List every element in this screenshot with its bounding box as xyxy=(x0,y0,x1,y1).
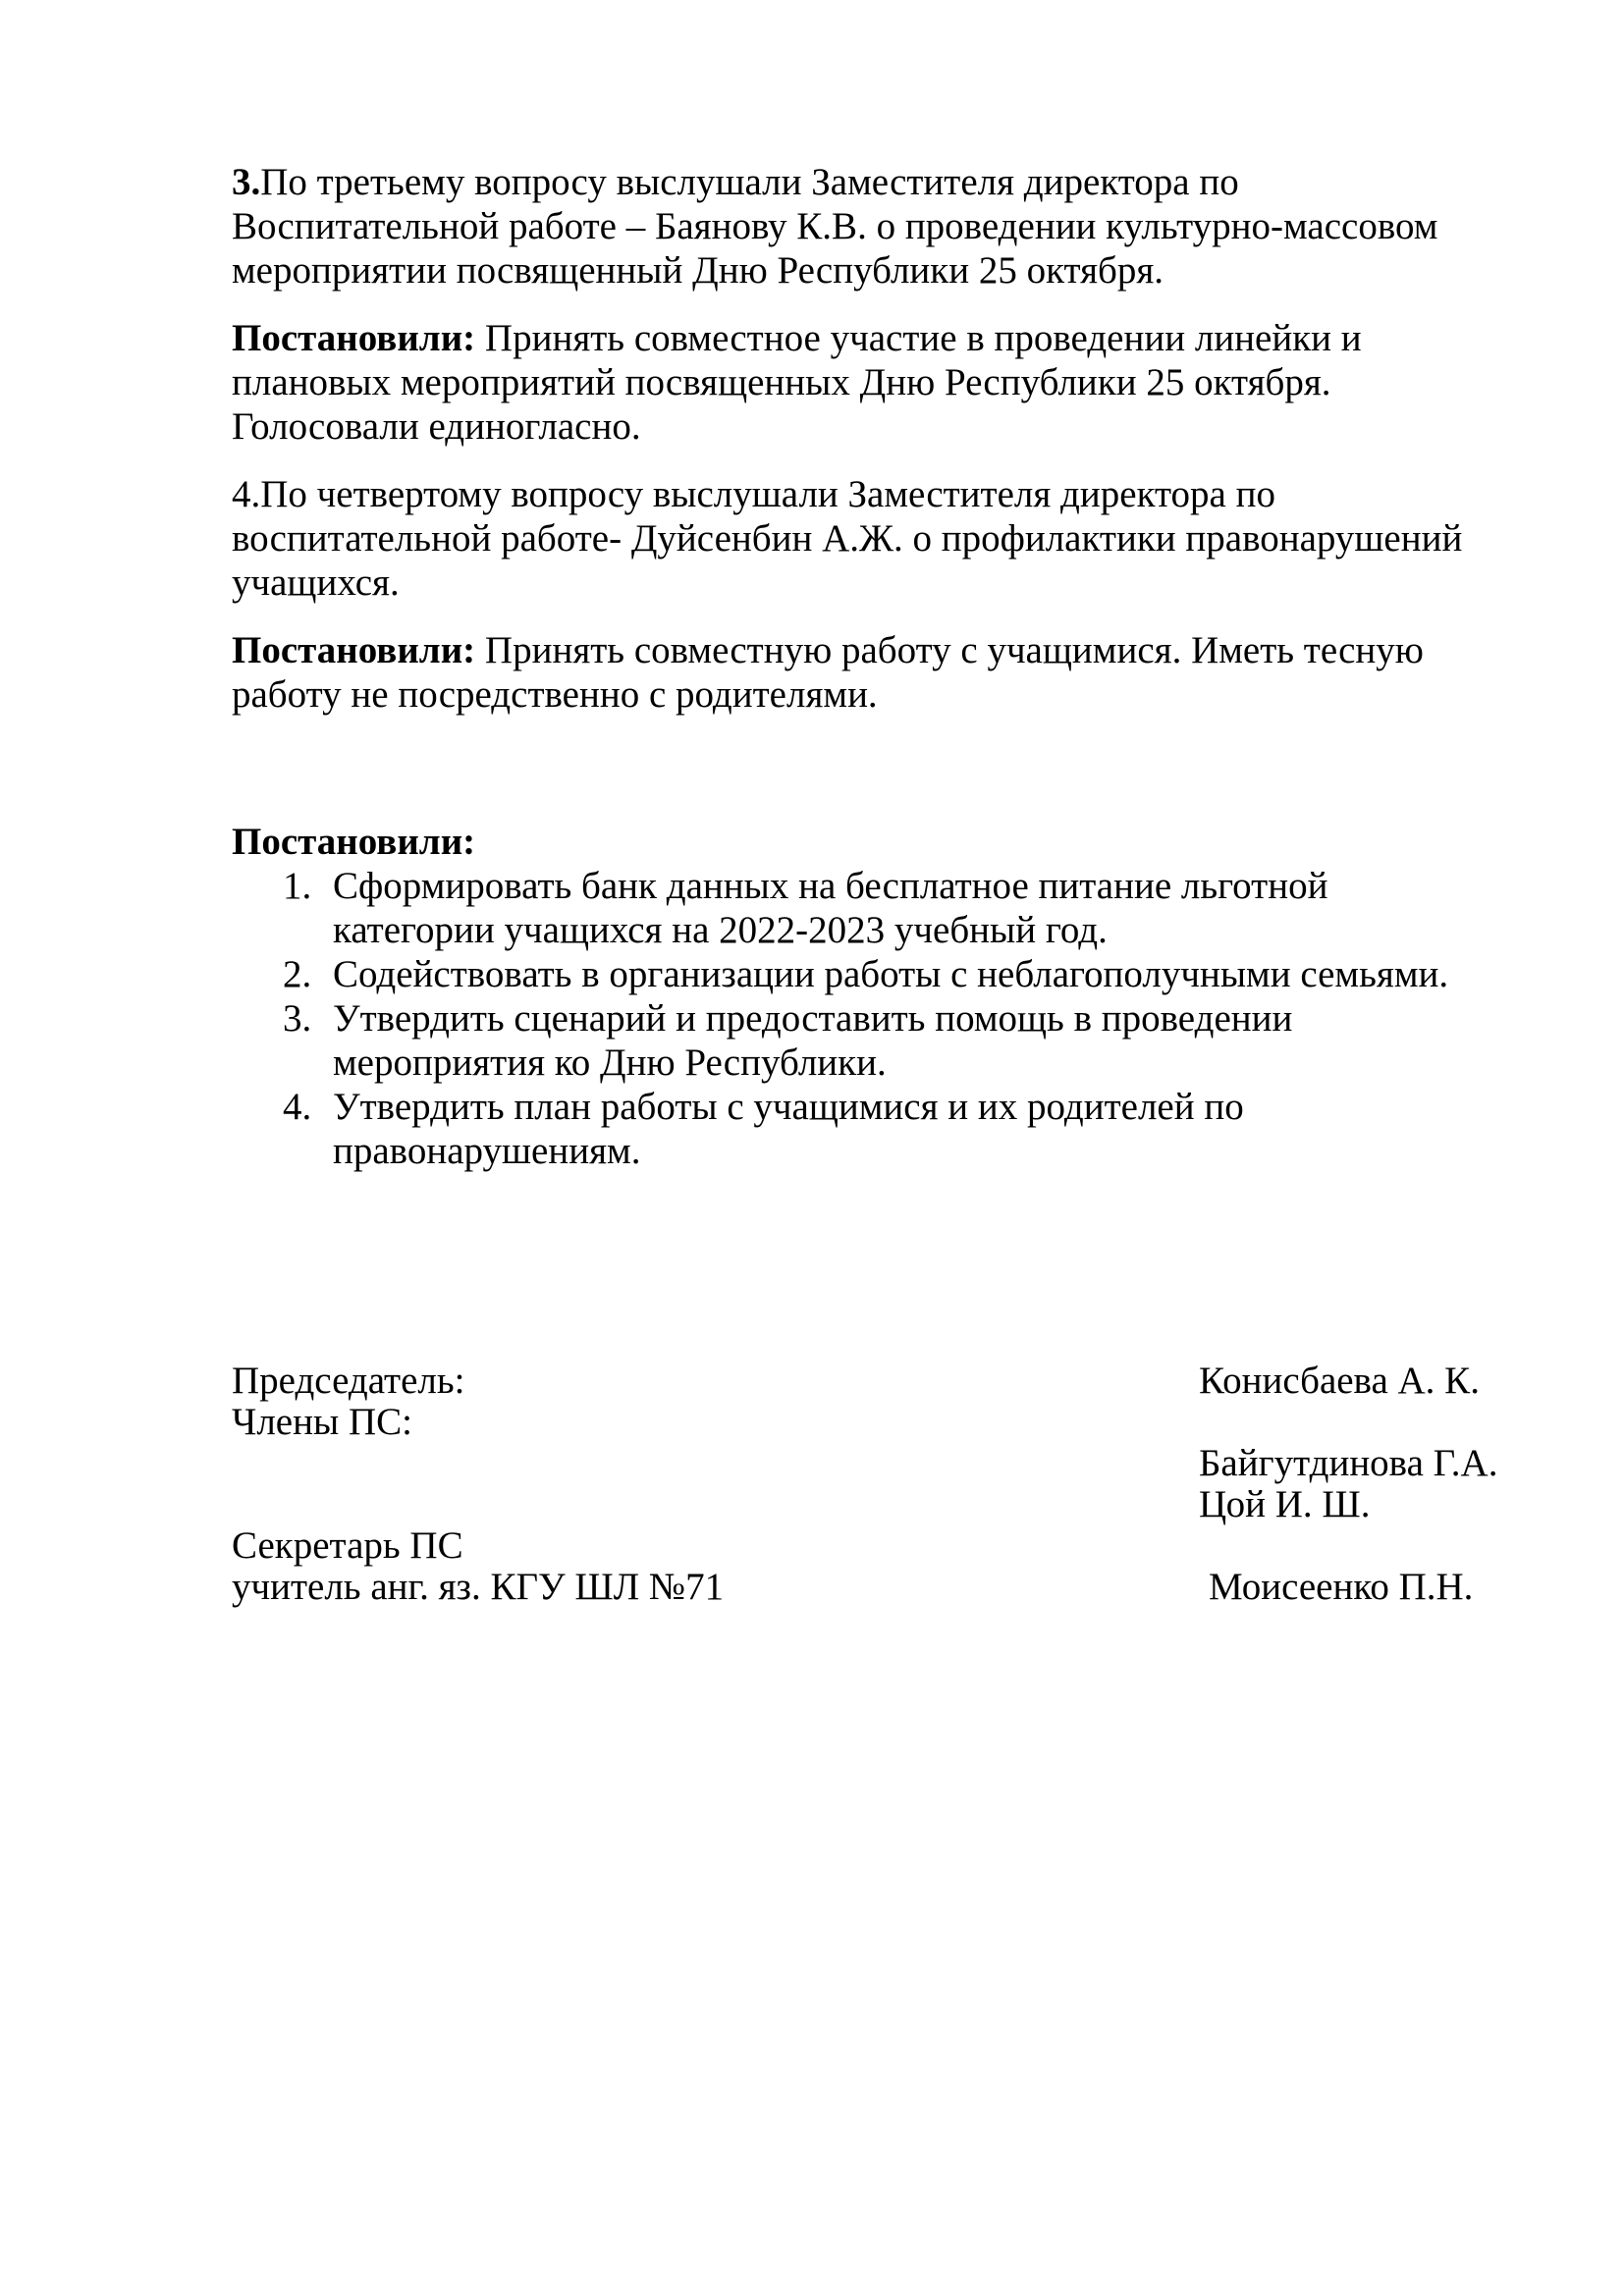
signature-row-members xyxy=(232,1402,1470,1443)
signature-block xyxy=(232,1360,1498,1608)
list-item-number: 3. xyxy=(283,997,312,1040)
signature-name: Байгутдинова Г.А. xyxy=(1199,1442,1498,1484)
signature-role: Секретарь ПС xyxy=(232,1524,463,1567)
signature-role: учитель анг. яз. КГУ ШЛ №71 xyxy=(232,1566,725,1608)
signature-row-member-2 xyxy=(232,1484,1470,1525)
list-item xyxy=(232,1085,1470,1173)
paragraph-resolution-4-lead: Постановили: xyxy=(232,629,476,671)
paragraph-question-3 xyxy=(232,160,1470,293)
signature-role: Члены ПС: xyxy=(232,1401,412,1443)
signature-row-secretary xyxy=(232,1525,1470,1567)
signature-name: Конисбаева А. К. xyxy=(1199,1360,1480,1402)
list-item-number: 1. xyxy=(283,865,312,907)
paragraph-question-4-text: 4.По четвертому вопросу выслушали Заместителя директора по воспитательной работе- Дуйсенбин А.Ж. о профилактики правонарушений учащихся. xyxy=(232,473,1463,604)
signature-row-chairman xyxy=(232,1360,1480,1402)
list-item-text: Сформировать банк данных на бесплатное питание льготной категории учащихся на 2022-2023 учебный год. xyxy=(333,865,1328,951)
list-item xyxy=(232,996,1470,1085)
list-item-number: 2. xyxy=(283,953,312,995)
list-item-text: Содействовать в организации работы с неблагополучными семьями. xyxy=(333,953,1449,995)
list-item-number: 4. xyxy=(283,1086,312,1128)
paragraph-resolution-4 xyxy=(232,628,1470,717)
signature-name: Цой И. Ш. xyxy=(1199,1483,1371,1525)
list-item-text: Утвердить сценарий и предоставить помощь в проведении мероприятия ко Дню Республики. xyxy=(333,997,1293,1084)
list-item xyxy=(232,864,1470,952)
signature-row-secretary-title xyxy=(232,1566,1474,1608)
list-item-text: Утвердить план работы с учащимися и их родителей по правонарушениям. xyxy=(333,1086,1244,1172)
paragraph-question-4 xyxy=(232,472,1470,605)
paragraph-question-3-number: 3. xyxy=(232,161,261,203)
paragraph-resolution-4-text: Принять совместную работу с учащимися. Иметь тесную работу не посредственно с родителями. xyxy=(232,629,1424,716)
resolution-list xyxy=(232,864,1470,1173)
signature-name: Моисеенко П.Н. xyxy=(1209,1566,1474,1608)
signature-row-member-1 xyxy=(232,1442,1498,1484)
paragraph-resolution-3 xyxy=(232,316,1470,449)
paragraph-resolution-3-text: Принять совместное участие в проведении линейки и плановых мероприятий посвященных Дню Республики 25 октября. Голосовали единогласно. xyxy=(232,317,1362,448)
list-item xyxy=(232,952,1470,996)
paragraph-question-3-text: По третьему вопросу выслушали Заместителя директора по Воспитательной работе – Баянову К.В. о проведении культурно-массовом мероприятии посвященный Дню Республики 25 октября. xyxy=(232,161,1438,292)
resolution-heading: Постановили: xyxy=(232,821,476,863)
paragraph-resolution-3-lead: Постановили: xyxy=(232,317,476,359)
signature-role: Председатель: xyxy=(232,1360,465,1402)
